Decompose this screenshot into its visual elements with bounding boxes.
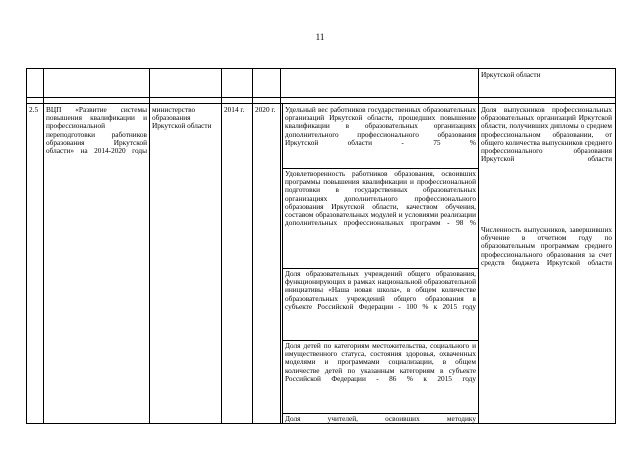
- result-item: Доля образовательных учреждений общего образования, функционирующих в рамках национальной образовательной инициативы «Наша новая школа», в общем количестве образовательных учреждений общего образования в субъекте Российской Федерации - 100 % к 2015 году: [285, 269, 476, 311]
- column-divider: [282, 103, 283, 424]
- column-divider: [280, 68, 281, 424]
- result-divider: [282, 413, 478, 414]
- indicator-item: Доля выпускников профессиональных образовательных организаций Иркутской области, получивших дипломы о среднем профессиональном образовании, от общего количества выпускников среднего профессионального образования Иркутской области: [481, 105, 612, 164]
- result-item: Удельный вес работников государственных образовательных организаций Иркутской области, прошедших повышение квалификации в образовательных организациях дополнительного профессионального образования Иркутской области - 75 %: [285, 105, 476, 147]
- indicator-cell-continued: Иркутской области: [481, 70, 541, 79]
- indicator-item: Численность выпускников, завершивших обучение в отчетном году по образовательным программам среднего профессионального образования за счет средств бюджета Иркутской области: [481, 225, 612, 267]
- start-year: 2014 г.: [224, 105, 245, 114]
- table-border-left: [26, 68, 27, 424]
- result-item: Доля детей по категориям местожительства, социального и имущественного статуса, состояния здоровья, охваченных моделями и программами социализации, в общем количестве детей по указанным категориям в субъекте Российской Федерации - 86 % к 2015 году: [285, 341, 476, 383]
- table-border-bottom: [26, 423, 616, 424]
- column-divider: [149, 68, 150, 424]
- row-divider: [26, 97, 616, 98]
- column-divider: [478, 68, 479, 424]
- row-divider: [26, 103, 616, 104]
- column-divider: [252, 68, 253, 424]
- result-item: Удовлетворенность работников образования, освоивших программы повышения квалификации и профессиональной подготовки в государственных образовательных организациях дополнительного профессионального образования Иркутской области, качеством обучения, составом образовательных модулей и условиями реализации дополнительных профессиональных программ - 98 %: [285, 169, 476, 228]
- table-border-right: [615, 68, 616, 424]
- program-name: ВЦП «Развитие системы повышения квалификации и профессиональной переподготовки работников образования Иркутской области» на 2014-2020 годы: [46, 105, 147, 156]
- table-border-top: [26, 68, 616, 69]
- executor: министерство образования Иркутской области: [152, 105, 212, 131]
- column-divider: [221, 68, 222, 424]
- program-table: [26, 68, 616, 424]
- column-divider: [43, 68, 44, 424]
- result-item: Доля учителей, освоивших методику: [285, 415, 476, 423]
- page-number: 11: [315, 32, 325, 42]
- end-year: 2020 г.: [255, 105, 276, 114]
- row-number: 2.5: [29, 105, 39, 114]
